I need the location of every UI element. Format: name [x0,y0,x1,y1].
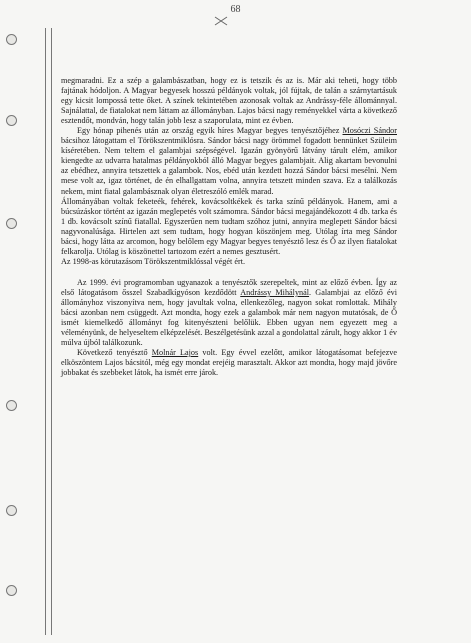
binder-hole-icon [6,585,17,596]
binder-hole-icon [6,115,17,126]
paragraph-text: Egy hónap pihenés után az ország egyik híres Magyar begyes tenyésztőjéhez [77,126,343,136]
paragraph-text: volt. Egy évvel ezelőtt, amikor látogatásomat befejezve elköszöntem Lajos bácsitól, még egy mondat erejéig marasztalt. Akkor azt mondta, hogy majd jövőre jobbakat és szebbeket látok, ha ismét erre járok. [61,348,397,378]
paragraph [61,126,397,196]
handwritten-mark-icon [211,15,231,27]
paragraph-gap [61,267,397,278]
binder-hole-icon [6,218,17,229]
paragraph [61,278,397,348]
paragraph [61,76,397,126]
binder-hole-icon [6,505,17,516]
body-text [61,76,397,378]
paragraph-text: bácsihoz látogattam el Törökszentmiklósra. Sándor bácsi nagy örömmel fogadott bennünket Szüleim kíséretében. Nem teltem el galambjai szépségével. Igazán gyönyörű látvány tárult elém, amikor kiengedte az udvarra hatalmas példányokból álló Magyar begyes galambjait. Alig akartam bevonulni az ebédhez, annyira tetszettek a galambok. Nos, ebéd után kezdett hozzá Sándor bácsi mesélni. Nem mese volt az, igaz történet, de én elhallgattam volna, annyira tetszett minden szava. Ez a találkozás nekem, mint fiatal galambásznak olyan életreszóló emlék marad. [61,136,397,196]
underlined-name: Molnár Lajos [151,348,199,358]
binder-hole-icon [6,34,17,45]
paragraph [61,197,397,257]
underlined-name: Andrássy Mihálynál [240,287,310,297]
paragraph-text: Állományában voltak feketeék, fehérek, kovácsoltkékek és tarka színű példányok. Hanem, ami a búcsúzáskor történt az igazán meglepetés volt számomra. Sándor bácsi megajándékozott 4 db. tarka és 1 db. kovácsolt színű fiatallal. Egyszerűen nem tudtam szóhoz jutni, annyira meglepett Sándor bácsi nagyvonalúsága. Hirtelen azt sem tudtam, hogy hogyan köszönjem meg. Utólag írta meg Sándor bácsi, hogy látta az arcomon, hogy belőlem egy Magyar begyes tenyésztő lesz és Ő az ilyen fiatalokat felkarolja. Utólag is köszönettel tartozom ezért a nemes gesztusért. [61,196,397,256]
paragraph [61,348,397,378]
paragraph-text: . Galambjai az előző évi állományhoz viszonyítva nem, hogy javultak volna, ellenkezőleg, nagyon sokat romlottak. Mihály bácsi azonban nem csüggedt. Azt mondta, hogy ezek a galambok már nem nagyon mutatósak, de Ő ismét kiemelkedő állományt fog kitenyészteni belőlük. Ebben ugyan nem egyezett meg a véleményünk, de helyeseltem elképzelését. Beszélgetésünk azzal a gondolattal zárult, hogy akkor 1 év múlva újból találkozunk. [61,287,397,348]
page-number: 68 [230,4,241,15]
underlined-name: Mosóczi Sándor [342,126,397,136]
margin-double-rule [45,28,52,635]
paragraph-text: Az 1998-as körutazásom Törökszentmiklóssal végét ért. [61,256,246,266]
paragraph-text: Következő tenyésztő [77,348,152,358]
paragraph [61,257,397,267]
paragraph-text: megmaradni. Ez a szép a galambászatban, hogy ez is tetszik és az is. Már aki teheti, hogy több fajtának hódoljon. A Magyar begyesek hosszú példányok voltak, jól fújtak, de talán a szárnytartásuk egy kicsit lompossá tette őket. A színek tekintetében azonosak voltak az Andrássy-féle állománnyal. Sajnálattal, de fiatalokat nem láttam az állományban. Lajos bácsi nagy reményekkel várta a következő esztendőt, mondván, hogy talán jobb lesz a szaporulata, mint ez évben. [61,76,397,126]
paragraph-text: Az 1999. évi programomban ugyanazok a tenyésztők szerepeltek, mint az előző évben. Így az első látogatásom ősszel Szabadkígyóson kezdődött [61,277,397,297]
binder-hole-icon [6,400,17,411]
